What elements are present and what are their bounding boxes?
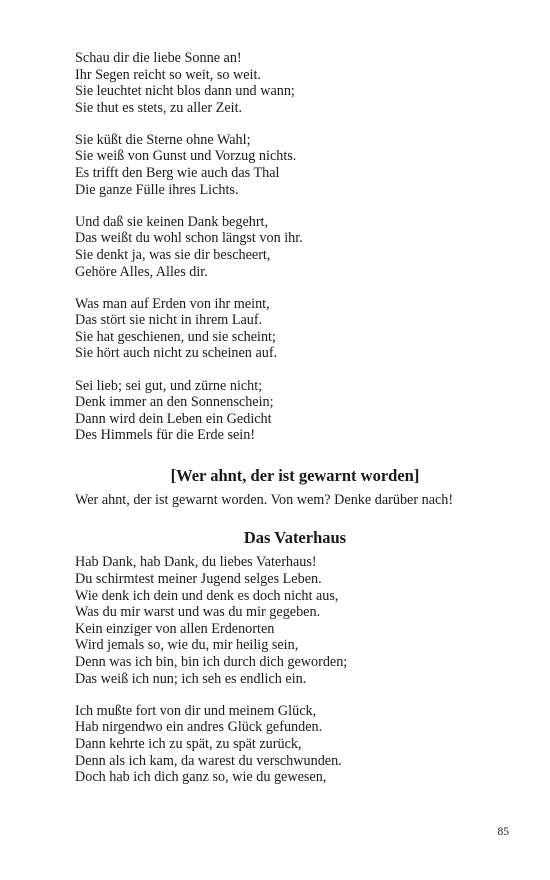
poem-line: Dann kehrte ich zu spät, zu spät zurück, [75,735,302,752]
poem-line: Und daß sie keinen Dank begehrt, [75,213,269,230]
poem-line: Dann wird dein Leben ein Gedicht [75,410,272,427]
poem-stanza [75,554,515,687]
section-heading: [Wer ahnt, der ist gewarnt worden] [170,465,420,485]
poem-stanza [75,378,515,444]
poem-line: Das weiß ich nun; ich seh es endlich ein. [75,670,307,687]
poem-line: Des Himmels für die Erde sein! [75,427,256,444]
poem-stanza [75,50,515,116]
poem-line: Es trifft den Berg wie auch das Thal [75,165,280,182]
poem-line: Sie denkt ja, was sie dir bescheert, [75,246,271,263]
poem-line: Gehöre Alles, Alles dir. [75,263,208,280]
poem-line: Das stört sie nicht in ihrem Lauf. [75,312,263,329]
poem-line: Denk immer an den Sonnenschein; [75,394,274,411]
poem-stanza [75,296,515,362]
poem-line: Sie küßt die Sterne ohne Wahl; [75,131,251,148]
poem-line: Denn als ich kam, da warest du verschwunden. [75,752,342,769]
poem-title: Das Vaterhaus [243,528,347,548]
poem-line: Das weißt du wohl schon längst von ihr. [75,230,303,247]
poem-line: Sei lieb; sei gut, und zürne nicht; [75,377,263,394]
poem-stanza [75,703,515,786]
poem-line: Wie denk ich dein und denk es doch nicht aus, [75,587,339,604]
section-text: Wer ahnt, der ist gewarnt worden. Von wem? Denke darüber nach! [75,491,454,508]
poem-line: Die ganze Fülle ihres Lichts. [75,181,239,198]
poem-line: Schau dir die liebe Sonne an! [75,50,242,66]
poem-line: Wird jemals so, wie du, mir heilig sein, [75,637,299,654]
poem-stanza [75,214,515,280]
poem-line: Du schirmtest meiner Jugend selges Leben. [75,571,322,588]
poem-line: Was du mir warst und was du mir gegeben. [75,604,321,621]
poem-line: Doch hab ich dich ganz so, wie du gewesen, [75,769,327,786]
poem-line: Hab Dank, hab Dank, du liebes Vaterhaus! [75,554,317,571]
page-number: 85 [497,826,509,838]
poem-line: Denn was ich bin, bin ich durch dich geworden; [75,654,348,671]
poem-line: Hab nirgendwo ein andres Glück gefunden. [75,719,323,736]
poem-line: Ihr Segen reicht so weit, so weit. [75,66,261,83]
poem-line: Sie hört auch nicht zu scheinen auf. [75,345,278,362]
poem-line: Sie thut es stets, zu aller Zeit. [75,99,243,116]
poem-line: Sie leuchtet nicht blos dann und wann; [75,83,295,100]
poem-line: Sie weiß von Gunst und Vorzug nichts. [75,148,297,165]
poem-line: Ich mußte fort von dir und meinem Glück, [75,702,317,719]
poem-line: Was man auf Erden von ihr meint, [75,295,270,312]
poem-stanza [75,132,515,198]
page-body [75,50,515,801]
poem-line: Sie hat geschienen, und sie scheint; [75,328,276,345]
poem-line: Kein einziger von allen Erdenorten [75,620,275,637]
